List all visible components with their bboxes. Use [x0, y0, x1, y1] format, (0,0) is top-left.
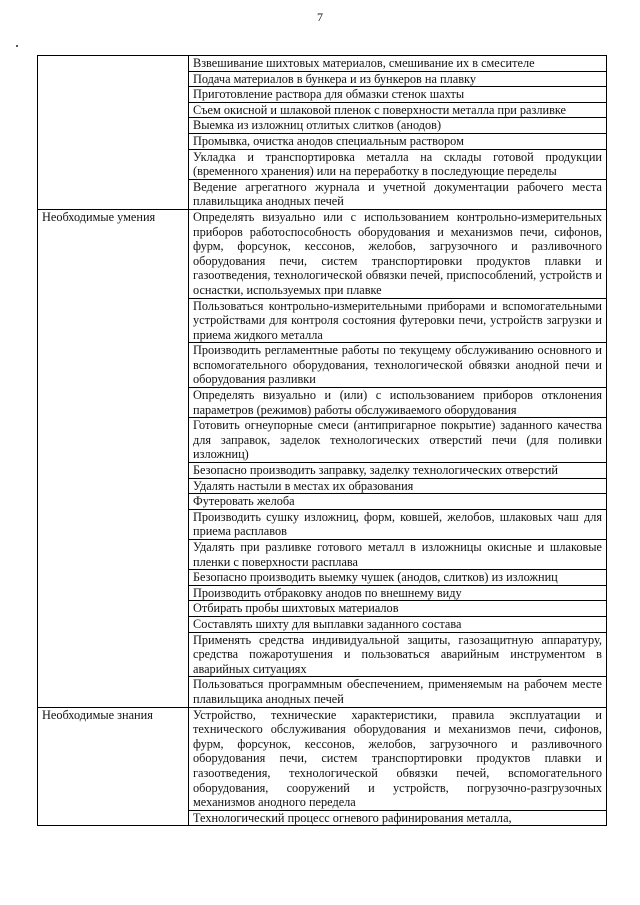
work-action-cell: Промывка, очистка анодов специальным раствором	[189, 133, 607, 149]
skill-cell: Удалять при разливке готового металл в изложницы окисные и шлаковые пленки с поверхности расплава	[189, 540, 607, 570]
skill-cell: Безопасно производить выемку чушек (анодов, слитков) из изложниц	[189, 570, 607, 586]
knowledge-section	[38, 707, 607, 826]
skill-cell: Удалять настыли в местах их образования	[189, 478, 607, 494]
skill-cell: Готовить огнеупорные смеси (антипригарное покрытие) заданного качества для заправок, заделок технологических отверстий печи (для поливки изложниц)	[189, 418, 607, 463]
work-action-cell: Съем окисной и шлаковой пленок с поверхности металла при разливке	[189, 102, 607, 118]
skill-cell: Пользоваться программным обеспечением, применяемым на рабочем месте плавильщика анодных печей	[189, 677, 607, 707]
work-action-cell: Выемка из изложниц отлитых слитков (анодов)	[189, 118, 607, 134]
empty-label-cell	[38, 56, 189, 210]
work-action-cell: Подача материалов в бункера и из бункеров на плавку	[189, 71, 607, 87]
skill-cell: Производить сушку изложниц, форм, ковшей, желобов, шлаковых чаш для приема расплавов	[189, 509, 607, 539]
continued-section	[38, 56, 607, 210]
work-action-cell: Ведение агрегатного журнала и учетной документации рабочего места плавильщика анодных печей	[189, 179, 607, 209]
skills-section	[38, 209, 607, 707]
skill-cell: Пользоваться контрольно-измерительными приборами и вспомогательными устройствами для контроля состояния футеровки печи, устройств загрузки и приема жидкого металла	[189, 298, 607, 343]
skill-cell: Производить регламентные работы по текущему обслуживанию основного и вспомогательного оборудования, технологической обвязки анодной печи и оборудования разливки	[189, 343, 607, 388]
work-action-cell: Приготовление раствора для обмазки стенок шахты	[189, 87, 607, 103]
skill-cell: Определять визуально и (или) с использованием приборов отклонения параметров (режимов) работы обслуживаемого оборудования	[189, 388, 607, 418]
table-row	[38, 56, 607, 72]
skill-cell: Производить отбраковку анодов по внешнему виду	[189, 585, 607, 601]
skills-label: Необходимые умения	[38, 209, 189, 707]
work-action-cell: Укладка и транспортировка металла на склады готовой продукции (временного хранения) или на переработку в последующие переделы	[189, 149, 607, 179]
skill-cell: Безопасно производить заправку, заделку технологических отверстий	[189, 463, 607, 479]
knowledge-label: Необходимые знания	[38, 707, 189, 826]
competency-table	[37, 55, 607, 826]
margin-dot	[16, 45, 18, 47]
skill-cell: Определять визуально или с использованием контрольно-измерительных приборов работоспособность оборудования и механизмов печи, сифонов, фурм, форсунок, кессонов, желобов, загрузочного и разливочного оборудования печи, систем транспортировки продуктов плавки и газоотведения, технологической обвязки печей, приспособлений, устройств и оснастки, используемых при плавке	[189, 209, 607, 298]
skill-cell: Отбирать пробы шихтовых материалов	[189, 601, 607, 617]
skill-cell: Применять средства индивидуальной защиты, газозащитную аппаратуру, средства пожаротушения и пользоваться аварийным инструментом в аварийных ситуациях	[189, 632, 607, 677]
table-row	[38, 209, 607, 298]
page-number: 7	[317, 10, 323, 24]
knowledge-cell: Технологический процесс огневого рафинирования металла,	[189, 810, 607, 826]
skill-cell: Футеровать желоба	[189, 494, 607, 510]
table-row	[38, 707, 607, 810]
skill-cell: Составлять шихту для выплавки заданного состава	[189, 616, 607, 632]
knowledge-cell: Устройство, технические характеристики, правила эксплуатации и технического обслуживания оборудования и механизмов печи, сифонов, фурм, форсунок, кессонов, желобов, загрузочного и разливочного оборудования печи, систем транспортировки продуктов плавки и газоотведения, технологической обвязки печей, вспомогательного оборудования, сооружений и устройств, погрузочно-разгрузочных механизмов анодного передела	[189, 707, 607, 810]
work-action-cell: Взвешивание шихтовых материалов, смешивание их в смесителе	[189, 56, 607, 72]
